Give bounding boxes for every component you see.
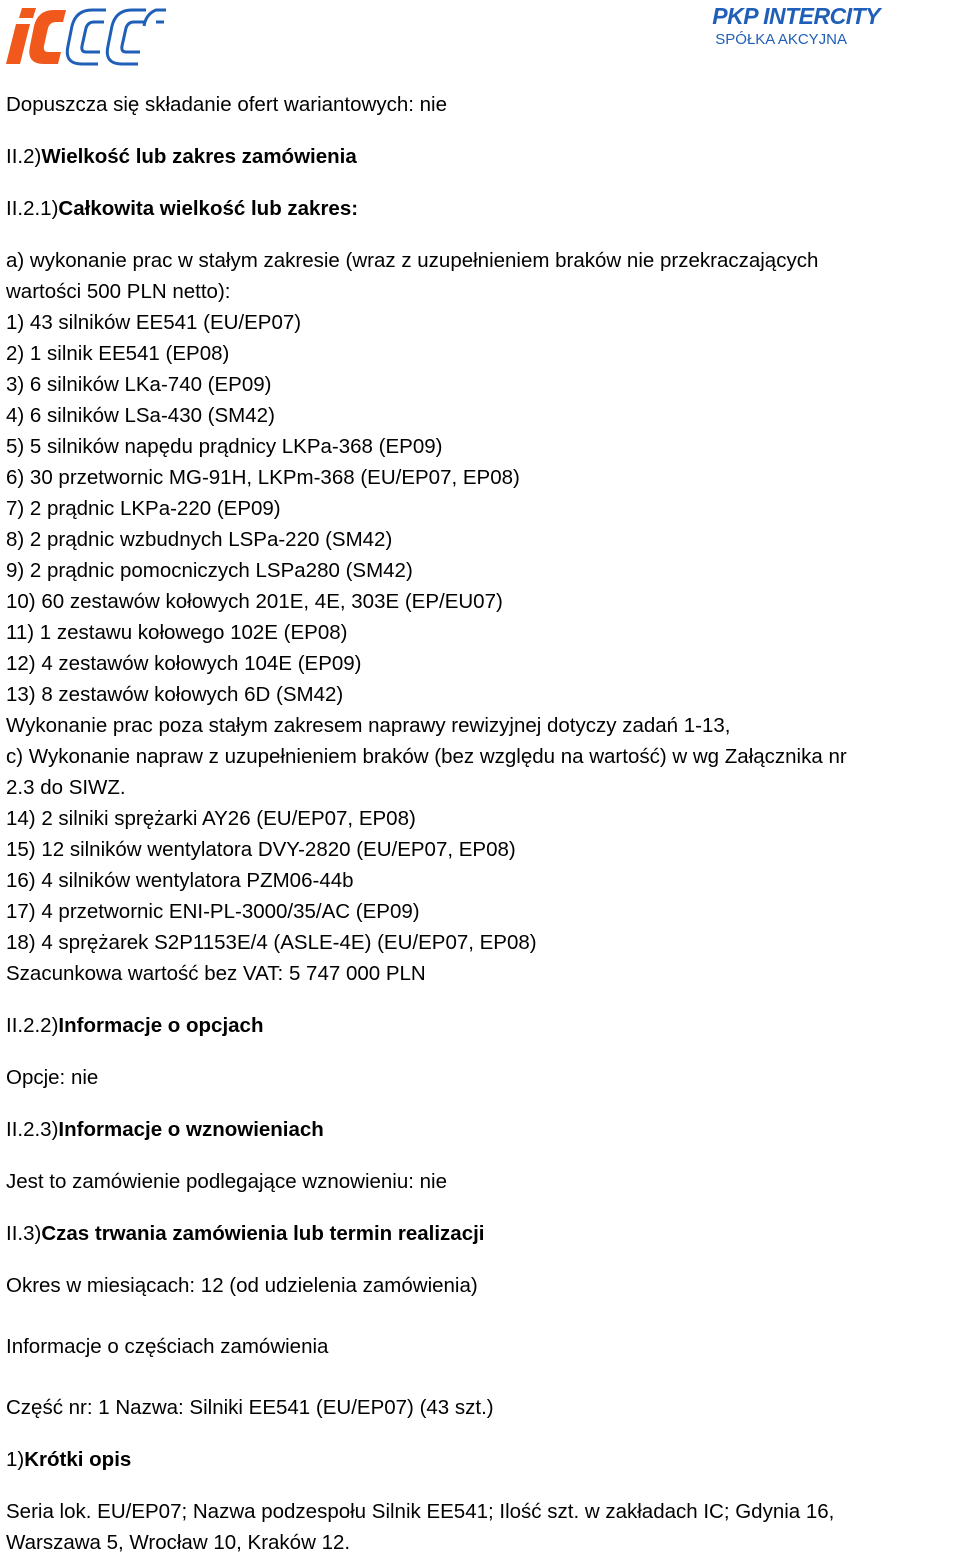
parts-info-heading: Informacje o częściach zamówienia: [6, 1335, 329, 1358]
options-value: Opcje: nie: [6, 1066, 99, 1089]
section-title: Krótki opis: [24, 1448, 132, 1471]
list-item: 14) 2 silniki sprężarki AY26 (EU/EP07, EP08): [6, 807, 416, 830]
section-heading-2-2: [6, 141, 960, 172]
list-item: 2) 1 silnik EE541 (EP08): [6, 342, 230, 365]
list-item: 15) 12 silników wentylatora DVY-2820 (EU/EP07, EP08): [6, 838, 516, 861]
repairs-line: c) Wykonanie napraw z uzupełnieniem braków (bez względu na wartość) w wg Załącznika nr: [6, 745, 847, 768]
list-item: 17) 4 przetwornic ENI-PL-3000/35/AC (EP09): [6, 900, 420, 923]
list-item: 11) 1 zestawu kołowego 102E (EP08): [6, 621, 348, 644]
section-heading-2-3: [6, 1218, 960, 1249]
document-body: [6, 89, 960, 1558]
list-item: 13) 8 zestawów kołowych 6D (SM42): [6, 683, 344, 706]
section-prefix: II.2): [6, 145, 42, 168]
part-1-title: Część nr: 1 Nazwa: Silniki EE541 (EU/EP07) (43 szt.): [6, 1396, 494, 1419]
list-item: 7) 2 prądnic LKPa-220 (EP09): [6, 497, 281, 520]
brief-heading: [6, 1444, 960, 1475]
repairs-line: 2.3 do SIWZ.: [6, 776, 126, 799]
outside-scope-note: Wykonanie prac poza stałym zakresem naprawy rewizyjnej dotyczy zadań 1-13,: [6, 714, 731, 737]
list-item: 12) 4 zestawów kołowych 104E (EP09): [6, 652, 362, 675]
section-title: Czas trwania zamówienia lub termin realizacji: [41, 1222, 485, 1245]
list-item: 18) 4 sprężarek S2P1153E/4 (ASLE-4E) (EU/EP07, EP08): [6, 931, 537, 954]
section-heading-2-2-3: [6, 1114, 960, 1145]
intercity-logo-icon: [6, 4, 168, 66]
list-item: 8) 2 prądnic wzbudnych LSPa-220 (SM42): [6, 528, 393, 551]
section-prefix: II.2.2): [6, 1014, 59, 1037]
list-item: 16) 4 silników wentylatora PZM06-44b: [6, 869, 354, 892]
brand-name: PKP INTERCITY: [712, 3, 880, 29]
list-item: 9) 2 prądnic pomocniczych LSPa280 (SM42): [6, 559, 413, 582]
duration-value: Okres w miesiącach: 12 (od udzielenia zamówienia): [6, 1274, 478, 1297]
section-prefix: II.2.3): [6, 1118, 59, 1141]
section-title: Całkowita wielkość lub zakres:: [58, 197, 359, 220]
list-item: 3) 6 silników LKa-740 (EP09): [6, 373, 272, 396]
brand-subtitle: SPÓŁKA AKCYJNA: [715, 31, 848, 48]
section-prefix: II.3): [6, 1222, 42, 1245]
list-item: 1) 43 silników EE541 (EU/EP07): [6, 311, 302, 334]
brief-line: Warszawa 5, Wrocław 10, Kraków 12.: [6, 1531, 351, 1554]
section-prefix: 1): [6, 1448, 25, 1471]
list-item: 6) 30 przetwornic MG-91H, LKPm-368 (EU/EP07, EP08): [6, 466, 520, 489]
list-item: 4) 6 silników LSa-430 (SM42): [6, 404, 275, 427]
variant-offers: Dopuszcza się składanie ofert wariantowych: nie: [6, 93, 447, 116]
section-title: Informacje o opcjach: [58, 1014, 264, 1037]
scope-intro-line: wartości 500 PLN netto):: [6, 280, 231, 303]
section-heading-2-2-1: [6, 193, 960, 224]
brand-block: [712, 4, 880, 49]
renewal-value: Jest to zamówienie podlegające wznowieniu: nie: [6, 1170, 448, 1193]
brief-line: Seria lok. EU/EP07; Nazwa podzespołu Silnik EE541; Ilość szt. w zakładach IC; Gdynia 16,: [6, 1500, 835, 1523]
section-title: Wielkość lub zakres zamówienia: [41, 145, 357, 168]
list-item: 10) 60 zestawów kołowych 201E, 4E, 303E (EP/EU07): [6, 590, 503, 613]
section-prefix: II.2.1): [6, 197, 59, 220]
list-item: 5) 5 silników napędu prądnicy LKPa-368 (EP09): [6, 435, 443, 458]
estimated-value: Szacunkowa wartość bez VAT: 5 747 000 PLN: [6, 962, 426, 985]
section-heading-2-2-2: [6, 1010, 960, 1041]
page-header: [0, 0, 960, 80]
section-title: Informacje o wznowieniach: [58, 1118, 324, 1141]
scope-intro-line: a) wykonanie prac w stałym zakresie (wraz z uzupełnieniem braków nie przekraczających: [6, 249, 819, 272]
